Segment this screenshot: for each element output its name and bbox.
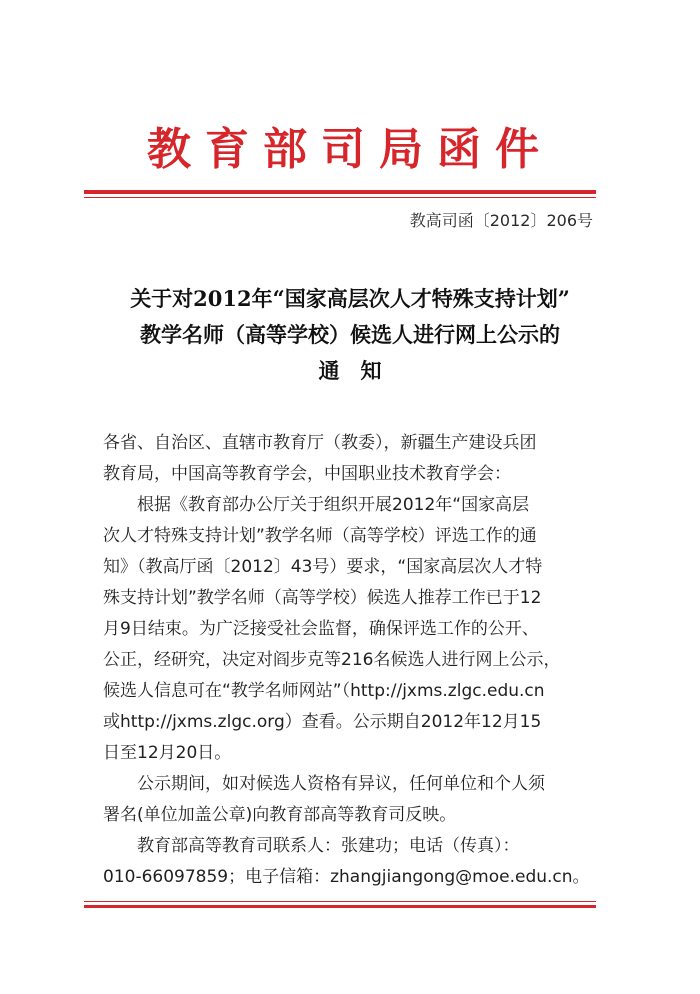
body-line: 公示期间，如对候选人资格有异议，任何单位和个人须 bbox=[103, 774, 545, 794]
footer-rule-thin bbox=[84, 901, 596, 902]
body-line: 各省、自治区、直辖市教育厅（教委），新疆生产建设兵团 bbox=[103, 433, 537, 453]
header-rule-thick bbox=[84, 190, 596, 194]
body-line: 根据《教育部办公厅关于组织开展2012年“国家高层 bbox=[103, 495, 530, 515]
title-line-3: 通 知 bbox=[318, 358, 382, 383]
document-number: 教高司函〔2012〕206号 bbox=[409, 211, 593, 230]
title-line-1: 关于对2012年“国家高层次人才特殊支持计划” bbox=[130, 286, 570, 311]
body-line: 知》（教高厅函〔2012〕43号）要求，“国家高层次人才特 bbox=[103, 557, 543, 577]
body-line: 或http://jxms.zlgc.org）查看。公示期自2012年12月15 bbox=[103, 712, 542, 732]
body-line: 教育局，中国高等教育学会，中国职业技术教育学会： bbox=[103, 464, 511, 484]
body-line: 署名(单位加盖公章)向教育部高等教育司反映。 bbox=[103, 805, 457, 825]
body-line: 次人才特殊支持计划”教学名师（高等学校）评选工作的通 bbox=[103, 526, 537, 546]
body-line: 候选人信息可在“教学名师网站”（http://jxms.zlgc.edu.cn bbox=[103, 681, 545, 701]
masthead-title: 教育部司局函件 bbox=[147, 124, 553, 175]
header-rule-thin bbox=[84, 197, 596, 198]
body-line: 月9日结束。为广泛接受社会监督，确保评选工作的公开、 bbox=[103, 619, 539, 639]
body-line: 公正，经研究，决定对阎步克等216名候选人进行网上公示， bbox=[103, 650, 561, 670]
body-line: 教育部高等教育司联系人：张建功；电话（传真）： bbox=[103, 836, 520, 856]
title-line-2: 教学名师（高等学校）候选人进行网上公示的 bbox=[140, 322, 560, 347]
body-line: 殊支持计划”教学名师（高等学校）候选人推荐工作已于12 bbox=[103, 588, 542, 608]
body-line: 日至12月20日。 bbox=[103, 743, 232, 763]
body-line: 010-66097859；电子信箱：zhangjiangong@moe.edu.cn。 bbox=[103, 867, 590, 887]
footer-rule-thick bbox=[84, 905, 596, 908]
